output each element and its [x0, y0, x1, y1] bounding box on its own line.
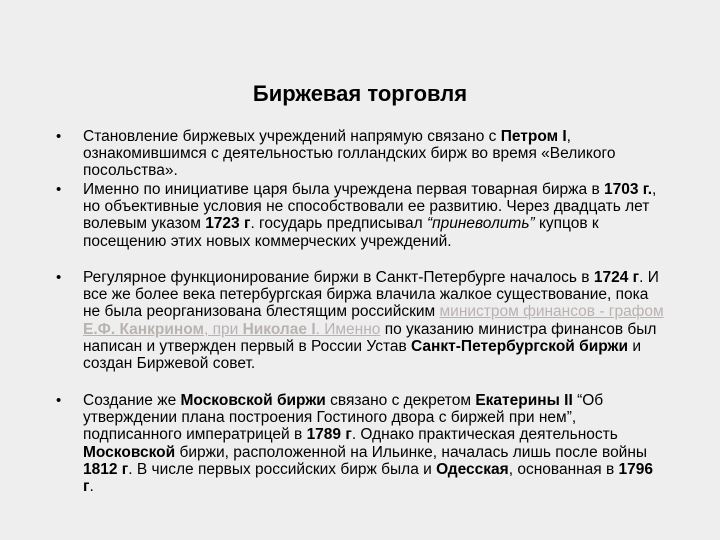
text-segment: биржи, расположенной на Ильинке, началась лишь после войны [175, 443, 648, 461]
text-segment[interactable]: Е.Ф. Канкрином [83, 320, 204, 338]
bullet-text [83, 128, 615, 179]
text-segment: “приневолить” [426, 215, 535, 233]
text-segment: 1789 г [306, 426, 352, 444]
text-segment: Санкт-Петербургской биржи [411, 337, 629, 355]
text-segment: Петром I [500, 128, 567, 145]
text-segment: , ознакомившимся с деятельностью голландских бирж во время «Великого посольства». [83, 128, 616, 180]
text-segment: . Однако практическая деятельность [351, 426, 618, 444]
text-segment: Московской [83, 443, 176, 461]
bullet-item-3 [56, 269, 666, 390]
text-segment: . [89, 478, 94, 496]
bullet-item-4 [56, 392, 666, 495]
bullet-text [83, 392, 653, 495]
bullet-item-1 [56, 128, 666, 179]
bullet-dot-icon: • [56, 392, 62, 409]
text-segment: . И все же более века петербургская биржа влачила жалкое существование, пока не была реорганизована блестящим российским [83, 269, 659, 321]
slide-title: Биржевая торговля [252, 81, 468, 106]
text-segment: Создание же [83, 392, 181, 409]
bullet-item-2 [56, 181, 666, 268]
text-segment: “Об утверждении плана построения Гостиного двора с биржей при нем”, подписанного императрицей в [83, 392, 604, 444]
bullet-text [83, 181, 656, 250]
bullet-dot-icon: • [56, 269, 62, 286]
text-segment: . государь предписывал [250, 215, 427, 233]
text-segment: и создан Биржевой совет. [83, 337, 641, 373]
text-segment: купцов к посещению этих новых коммерческих учреждений. [83, 215, 599, 250]
text-segment: 1812 г [83, 460, 129, 478]
text-segment[interactable]: министром финансов - графом [439, 303, 664, 321]
text-segment[interactable]: , при [203, 320, 243, 338]
text-segment: Екатерины II [475, 392, 573, 409]
text-segment: . В числе первых российских бирж была и [128, 460, 437, 478]
text-segment: 1796 г [83, 460, 654, 496]
bullet-dot-icon: • [56, 181, 62, 198]
text-segment: , но объективные условия не способствовали ее развитию. Через двадцать лет волевым указом [83, 181, 657, 233]
bullet-dot-icon: • [56, 128, 62, 145]
text-segment: , основанная в [508, 460, 619, 478]
text-segment: Одесская [436, 460, 509, 478]
text-segment[interactable]: Николае I [242, 320, 316, 338]
text-segment: 1724 г [593, 269, 640, 286]
text-segment: 1703 г. [604, 181, 652, 198]
text-segment: Регулярное функционирование биржи в Санкт-Петербурге началось в [83, 269, 594, 286]
bullet-list [56, 128, 666, 495]
text-segment[interactable]: . Именно [315, 320, 381, 338]
bullet-text [83, 269, 664, 372]
text-segment: Московской биржи [180, 392, 326, 409]
text-segment: по указанию министра финансов был написан и утвержден первый в России Устав [83, 320, 657, 355]
text-segment: Именно по инициативе царя была учреждена первая товарная биржа в [83, 181, 604, 198]
text-segment: связано с декретом [325, 392, 476, 409]
text-segment: 1723 г [205, 215, 251, 233]
text-segment: Становление биржевых учреждений напрямую связано с [83, 128, 501, 145]
